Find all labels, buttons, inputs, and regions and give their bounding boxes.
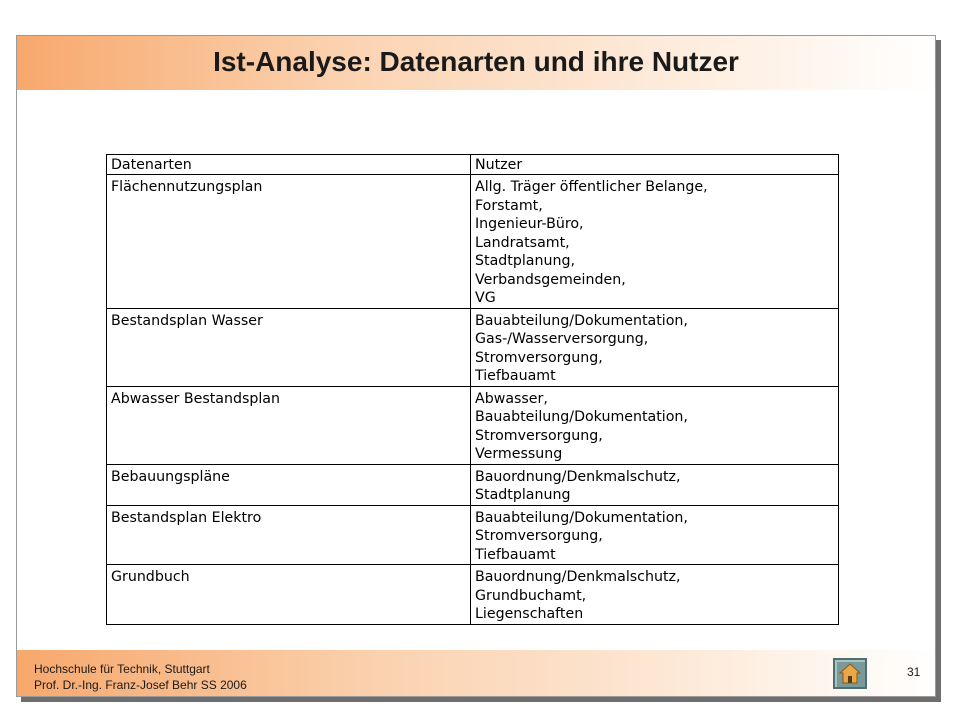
cell-datenart: Flächennutzungsplan: [107, 175, 471, 309]
footer-text: [34, 661, 247, 693]
page-number: 31: [907, 665, 921, 679]
nutzer-entry: Stadtplanung: [475, 487, 571, 503]
footer-institution: Hochschule für Technik, Stuttgart: [34, 662, 210, 676]
table-row: [107, 175, 839, 309]
nutzer-entry: Abwasser,: [475, 390, 548, 407]
slide-title: Ist-Analyse: Datenarten und ihre Nutzer: [213, 46, 739, 77]
nutzer-entry: Bauabteilung/Dokumentation,: [475, 312, 688, 329]
cell-nutzer: [471, 464, 839, 505]
data-table: [106, 154, 839, 625]
cell-datenart: Bestandsplan Elektro: [107, 505, 471, 565]
cell-datenart: Bebauungspläne: [107, 464, 471, 505]
table-header-row: [107, 155, 839, 175]
nutzer-entry: Forstamt,: [475, 197, 543, 214]
home-button[interactable]: [833, 658, 867, 689]
cell-nutzer: [471, 386, 839, 464]
nutzer-entry: Vermessung: [475, 446, 563, 462]
header-datenarten: Datenarten: [107, 155, 471, 175]
nutzer-entry: VG: [475, 290, 496, 306]
cell-nutzer: [471, 565, 839, 625]
nutzer-entry: Bauabteilung/Dokumentation,: [475, 409, 688, 425]
nutzer-entry: Bauabteilung/Dokumentation,: [475, 509, 688, 526]
home-icon: [839, 663, 861, 684]
cell-datenart: Grundbuch: [107, 565, 471, 625]
nutzer-entry: Stromversorgung,: [475, 349, 603, 366]
table-row: [107, 565, 839, 625]
footer-author: Prof. Dr.-Ing. Franz-Josef Behr SS 2006: [34, 678, 247, 692]
table-row: [107, 505, 839, 565]
nutzer-entry: Ingenieur-Büro,: [475, 216, 584, 232]
table-row: [107, 308, 839, 386]
table-row: [107, 386, 839, 464]
nutzer-entry: Tiefbauamt: [475, 368, 556, 384]
nutzer-entry: Stadtplanung,: [475, 253, 575, 269]
cell-nutzer: [471, 505, 839, 565]
cell-nutzer: [471, 175, 839, 309]
nutzer-entry: Stromversorgung,: [475, 427, 603, 444]
header-nutzer: Nutzer: [471, 155, 839, 175]
footer: [17, 650, 935, 696]
nutzer-entry: Verbandsgemeinden,: [475, 271, 626, 288]
table-row: [107, 464, 839, 505]
cell-datenart: Abwasser Bestandsplan: [107, 386, 471, 464]
table-body: [107, 175, 839, 625]
nutzer-entry: Bauordnung/Denkmalschutz,: [475, 569, 681, 585]
nutzer-entry: Allg. Träger öffentlicher Belange,: [475, 179, 708, 195]
nutzer-entry: Landratsamt,: [475, 234, 570, 251]
nutzer-entry: Stromversorgung,: [475, 528, 603, 544]
nutzer-entry: Bauordnung/Denkmalschutz,: [475, 468, 681, 485]
nutzer-entry: Grundbuchamt,: [475, 587, 587, 604]
title-band: [17, 36, 935, 90]
nutzer-entry: Liegenschaften: [475, 606, 584, 622]
cell-nutzer: [471, 308, 839, 386]
nutzer-entry: Gas-/Wasserversorgung,: [475, 331, 649, 347]
cell-datenart: Bestandsplan Wasser: [107, 308, 471, 386]
slide: [16, 35, 936, 697]
table-container: [106, 154, 837, 622]
nutzer-entry: Tiefbauamt: [475, 546, 556, 563]
